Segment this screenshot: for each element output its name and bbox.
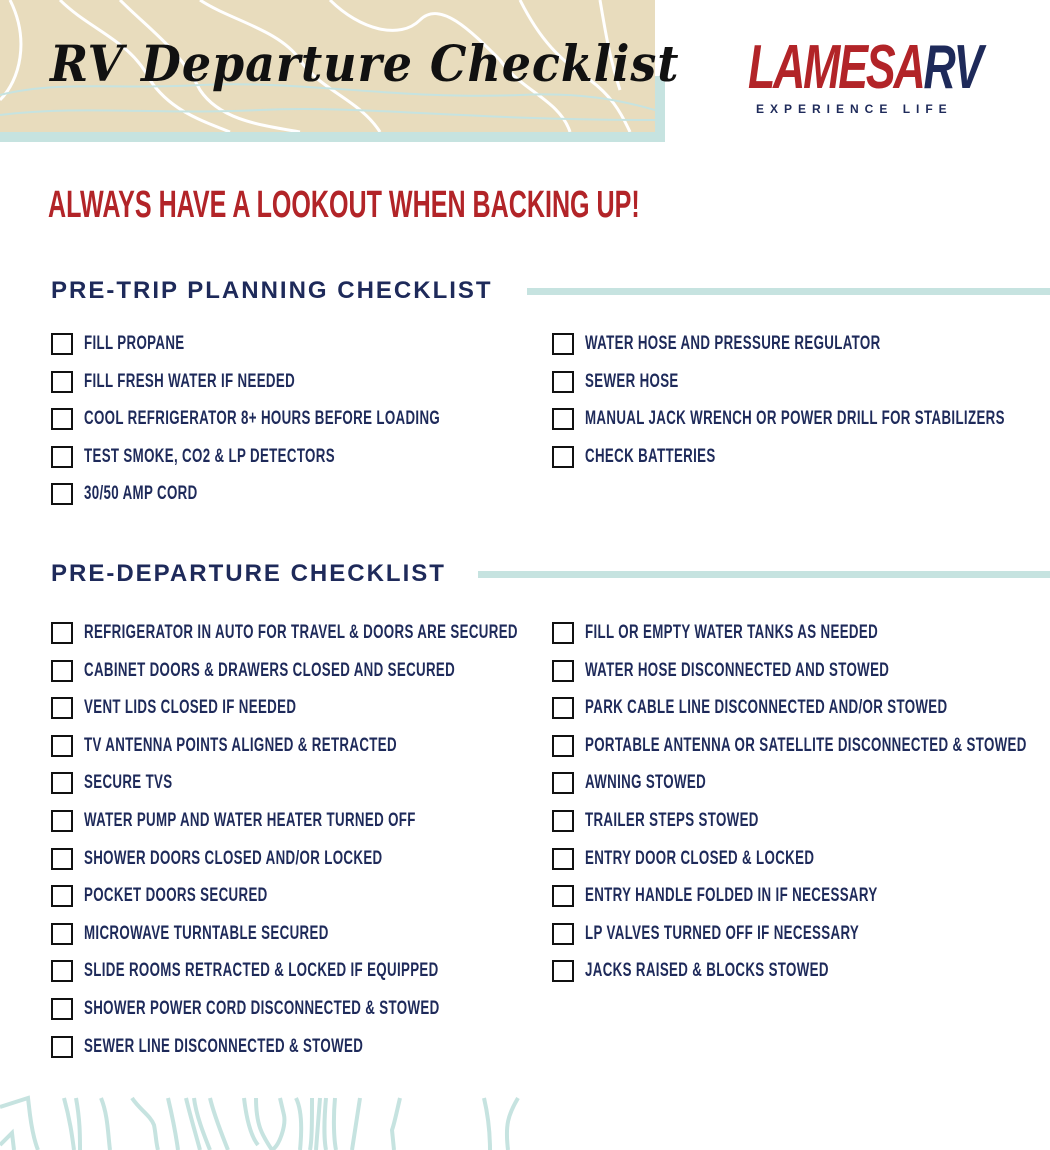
checklist-item-label: SEWER LINE DISCONNECTED & STOWED bbox=[84, 1035, 364, 1057]
checklist-item[interactable] bbox=[51, 848, 510, 870]
checklist-item-label: SEWER HOSE bbox=[585, 370, 679, 392]
checkbox[interactable] bbox=[51, 660, 73, 682]
checklist-item[interactable] bbox=[51, 772, 210, 794]
checkbox[interactable] bbox=[51, 1036, 73, 1058]
checklist-item-label: MANUAL JACK WRENCH OR POWER DRILL FOR STABILIZERS bbox=[585, 408, 1005, 430]
checklist-item[interactable] bbox=[51, 810, 558, 832]
checklist-item[interactable] bbox=[552, 446, 772, 468]
logo-brand: LAMESA bbox=[748, 33, 924, 102]
checklist-item[interactable] bbox=[51, 408, 593, 430]
checklist-item-label: SECURE TVS bbox=[84, 772, 173, 794]
checkbox[interactable] bbox=[552, 885, 574, 907]
checkbox[interactable] bbox=[552, 923, 574, 945]
checklist-item-label: ENTRY DOOR CLOSED & LOCKED bbox=[585, 847, 815, 869]
checkbox[interactable] bbox=[51, 772, 73, 794]
checklist-item[interactable] bbox=[51, 697, 387, 719]
checkbox[interactable] bbox=[552, 622, 574, 644]
checklist-item-label: CABINET DOORS & DRAWERS CLOSED AND SECURED bbox=[84, 659, 456, 681]
pre-departure-heading: PRE-DEPARTURE CHECKLIST bbox=[51, 560, 446, 587]
checkbox[interactable] bbox=[552, 960, 574, 982]
checklist-item[interactable] bbox=[552, 408, 1050, 430]
checklist-item-label: WATER HOSE DISCONNECTED AND STOWED bbox=[585, 659, 890, 681]
checklist-item[interactable] bbox=[552, 735, 1050, 757]
checklist-item[interactable] bbox=[51, 1036, 483, 1058]
checkbox[interactable] bbox=[552, 371, 574, 393]
checklist-item[interactable] bbox=[552, 810, 833, 832]
checklist-item[interactable] bbox=[51, 923, 434, 945]
checkbox[interactable] bbox=[51, 446, 73, 468]
checklist-item[interactable] bbox=[51, 660, 614, 682]
pre-trip-heading: PRE-TRIP PLANNING CHECKLIST bbox=[51, 277, 493, 304]
checkbox[interactable] bbox=[51, 408, 73, 430]
logo-tagline: EXPERIENCE LIFE bbox=[756, 102, 953, 116]
checkbox[interactable] bbox=[51, 735, 73, 757]
checklist-item-label: LP VALVES TURNED OFF IF NECESSARY bbox=[585, 922, 860, 944]
checklist-item[interactable] bbox=[552, 371, 719, 393]
checklist-item-label: SHOWER DOORS CLOSED AND/OR LOCKED bbox=[84, 847, 383, 869]
checklist-item-label: POCKET DOORS SECURED bbox=[84, 885, 268, 907]
checklist-item[interactable] bbox=[552, 622, 1004, 644]
checklist-item-label: MICROWAVE TURNTABLE SECURED bbox=[84, 922, 329, 944]
logo-rv: RV bbox=[923, 33, 982, 102]
checklist-item-label: FILL OR EMPTY WATER TANKS AS NEEDED bbox=[585, 622, 879, 643]
checklist-item-label: WATER PUMP AND WATER HEATER TURNED OFF bbox=[84, 810, 416, 831]
checklist-item-label: REFRIGERATOR IN AUTO FOR TRAVEL & DOORS ARE SECURED bbox=[84, 622, 518, 643]
topographic-footer-pattern bbox=[0, 1095, 1050, 1150]
checkbox[interactable] bbox=[51, 923, 73, 945]
checklist-item[interactable] bbox=[51, 371, 386, 393]
checklist-item-label: TV ANTENNA POINTS ALIGNED & RETRACTED bbox=[84, 734, 397, 756]
checkbox[interactable] bbox=[552, 810, 574, 832]
checklist-item-label: TEST SMOKE, CO2 & LP DETECTORS bbox=[84, 445, 335, 467]
checkbox[interactable] bbox=[552, 333, 574, 355]
checklist-item-label: CHECK BATTERIES bbox=[585, 445, 716, 467]
checkbox[interactable] bbox=[552, 735, 574, 757]
checkbox[interactable] bbox=[552, 660, 574, 682]
checklist-item[interactable] bbox=[51, 735, 531, 757]
checklist-item[interactable] bbox=[51, 483, 246, 505]
checklist-item[interactable] bbox=[552, 848, 913, 870]
checklist-item[interactable] bbox=[552, 960, 933, 982]
checkbox[interactable] bbox=[51, 697, 73, 719]
section-divider bbox=[527, 288, 1050, 295]
checklist-item[interactable] bbox=[552, 885, 1003, 907]
checklist-item-label: TRAILER STEPS STOWED bbox=[585, 810, 759, 831]
checkbox[interactable] bbox=[51, 371, 73, 393]
checkbox[interactable] bbox=[552, 772, 574, 794]
checkbox[interactable] bbox=[51, 848, 73, 870]
checklist-item[interactable] bbox=[51, 885, 346, 907]
checklist-item-label: JACKS RAISED & BLOCKS STOWED bbox=[585, 960, 829, 982]
checklist-item[interactable] bbox=[51, 960, 591, 982]
checklist-item-label: WATER HOSE AND PRESSURE REGULATOR bbox=[585, 333, 881, 354]
checkbox[interactable] bbox=[51, 885, 73, 907]
page-title: RV Departure Checklist bbox=[50, 34, 680, 93]
checkbox[interactable] bbox=[552, 408, 574, 430]
checklist-item-label: AWNING STOWED bbox=[585, 772, 707, 794]
checklist-item-label: COOL REFRIGERATOR 8+ HOURS BEFORE LOADING bbox=[84, 408, 441, 430]
checklist-item[interactable] bbox=[51, 333, 228, 355]
checkbox[interactable] bbox=[552, 848, 574, 870]
checkbox[interactable] bbox=[51, 483, 73, 505]
checklist-item-label: FILL FRESH WATER IF NEEDED bbox=[84, 370, 296, 392]
checklist-item[interactable] bbox=[552, 772, 758, 794]
checklist-item[interactable] bbox=[552, 697, 1050, 719]
checklist-item-label: 30/50 AMP CORD bbox=[84, 483, 198, 505]
checklist-item-label: PARK CABLE LINE DISCONNECTED AND/OR STOWED bbox=[585, 697, 948, 719]
section-divider bbox=[478, 571, 1050, 578]
checkbox[interactable] bbox=[51, 998, 73, 1020]
checklist-item[interactable] bbox=[51, 446, 442, 468]
lamesa-rv-logo bbox=[748, 33, 993, 126]
checkbox[interactable] bbox=[51, 333, 73, 355]
checkbox[interactable] bbox=[51, 622, 73, 644]
checklist-item-label: SLIDE ROOMS RETRACTED & LOCKED IF EQUIPPED bbox=[84, 960, 439, 982]
checklist-item-label: ENTRY HANDLE FOLDED IN IF NECESSARY bbox=[585, 885, 878, 907]
checklist-item[interactable] bbox=[552, 923, 977, 945]
checkbox[interactable] bbox=[552, 446, 574, 468]
checkbox[interactable] bbox=[51, 960, 73, 982]
checklist-item[interactable] bbox=[552, 660, 1020, 682]
checklist-item[interactable] bbox=[552, 333, 1007, 355]
checkbox[interactable] bbox=[552, 697, 574, 719]
checklist-item-label: SHOWER POWER CORD DISCONNECTED & STOWED bbox=[84, 998, 440, 1019]
checkbox[interactable] bbox=[51, 810, 73, 832]
checklist-item-label: FILL PROPANE bbox=[84, 333, 185, 354]
safety-warning: ALWAYS HAVE A LOOKOUT WHEN BACKING UP! bbox=[48, 184, 640, 226]
checklist-item-label: VENT LIDS CLOSED IF NEEDED bbox=[84, 697, 297, 719]
checklist-item[interactable] bbox=[51, 998, 592, 1020]
checklist-item-label: PORTABLE ANTENNA OR SATELLITE DISCONNECTED & STOWED bbox=[585, 734, 1027, 756]
